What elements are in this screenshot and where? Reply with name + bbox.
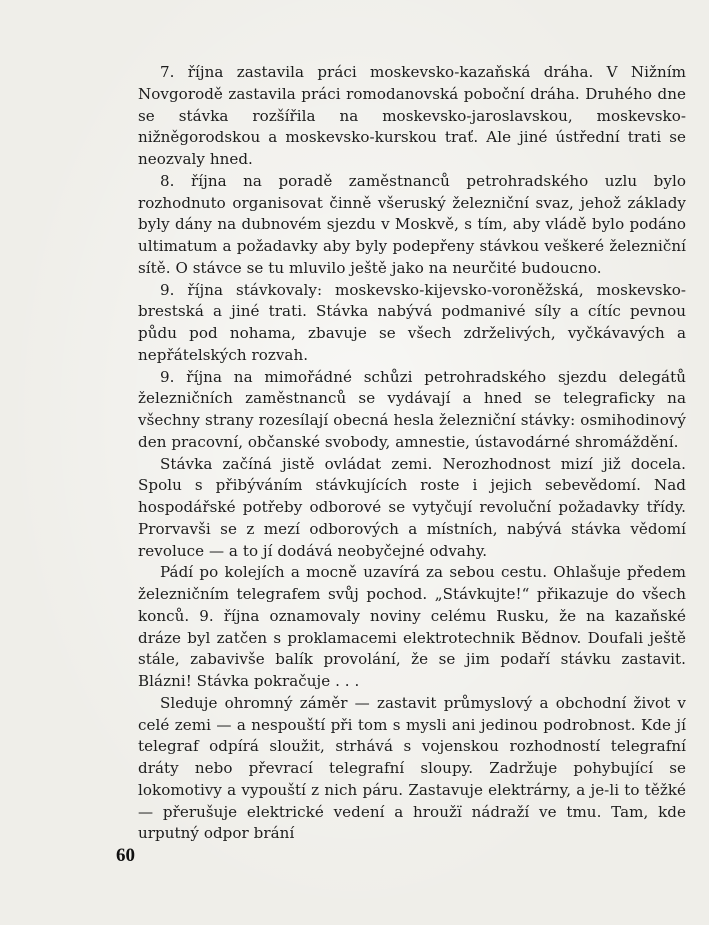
paragraph: Pádí po kolejích a mocně uzavírá za sebou cestu. Ohlašuje předem železničním telegrafem svůj pochod. „Stávkujte!“ přikazuje do všech konců. 9. října oznamovaly noviny celému Rusku, že na kazaňské dráze byl zatčen s proklamacemi elektrotechnik Bědnov. Doufali ještě stále, zabavivše balík provolání, že se jim podaří stávku zastavit. Blázni! Stávka pokračuje . . . [138, 563, 686, 690]
body-text [138, 62, 686, 845]
page-number: 60 [116, 845, 135, 866]
paragraph: Sleduje ohromný záměr — zastavit průmyslový a obchodní život v celé zemi — a nespouští při tom s mysli ani jedinou podrobnost. Kde jí telegraf odpírá sloužit, strhává s vojenskou rozhodností telegrafní dráty nebo převrací telegrafní sloupy. Zadržuje pohybující se lokomotivy a vypouští z nich páru. Zastavuje elektrárny, a je-li to těžké — přerušuje elektrické vedení a hroužï nádraží ve tmu. Tam, kde urputný odpor brání [138, 693, 686, 843]
paragraph: 9. října stávkovaly: moskevsko-kijevsko-voroněžská, moskevsko-brestská a jiné trati. Stávka nabývá podmanivé síly a cítíc pevnou půdu pod nohama, zbavuje se všech zdrželivých, vyčkávavých a nepřátelských rozvah. [138, 280, 686, 364]
paragraph: 9. října na mimořádné schůzi petrohradského sjezdu delegátů železničních zaměstnanců se vydávají a hned se telegraficky na všechny strany rozesílají obecná hesla železniční stávky: osmihodinový den pracovní, občanské svobody, amnestie, ústavodárné shromáždění. [138, 367, 686, 451]
paragraph: Stávka začíná jistě ovládat zemi. Nerozhodnost mizí již docela. Spolu s přibýváním stávkujících roste i jejich sebevědomí. Nad hospodářské potřeby odborové se vytyčují revoluční požadavky třídy. Prorvavši se z mezí odborových a místních, nabývá stávka vědomí revoluce — a to jí dodává neobyčejné odvahy. [138, 454, 686, 560]
paragraph: 8. října na poradě zaměstnanců petrohradského uzlu bylo rozhodnuto organisovat činně všeruský železniční svaz, jehož základy byly dány na dubnovém sjezdu v Moskvě, s tím, aby vládě bylo podáno ultimatum a požadavky aby byly podepřeny stávkou veškeré železniční sítě. O stávce se tu mluvilo ještě jako na neurčité budoucno. [138, 171, 686, 277]
paragraph: 7. října zastavila práci moskevsko-kazaňská dráha. V Nižním Novgorodě zastavila práci romodanovská poboční dráha. Druhého dne se stávka rozšířila na moskevsko-jaroslavskou, moskevsko-nižněgorodskou a moskevsko-kurskou trať. Ale jiné ústřední trati se neozvaly hned. [138, 63, 686, 168]
